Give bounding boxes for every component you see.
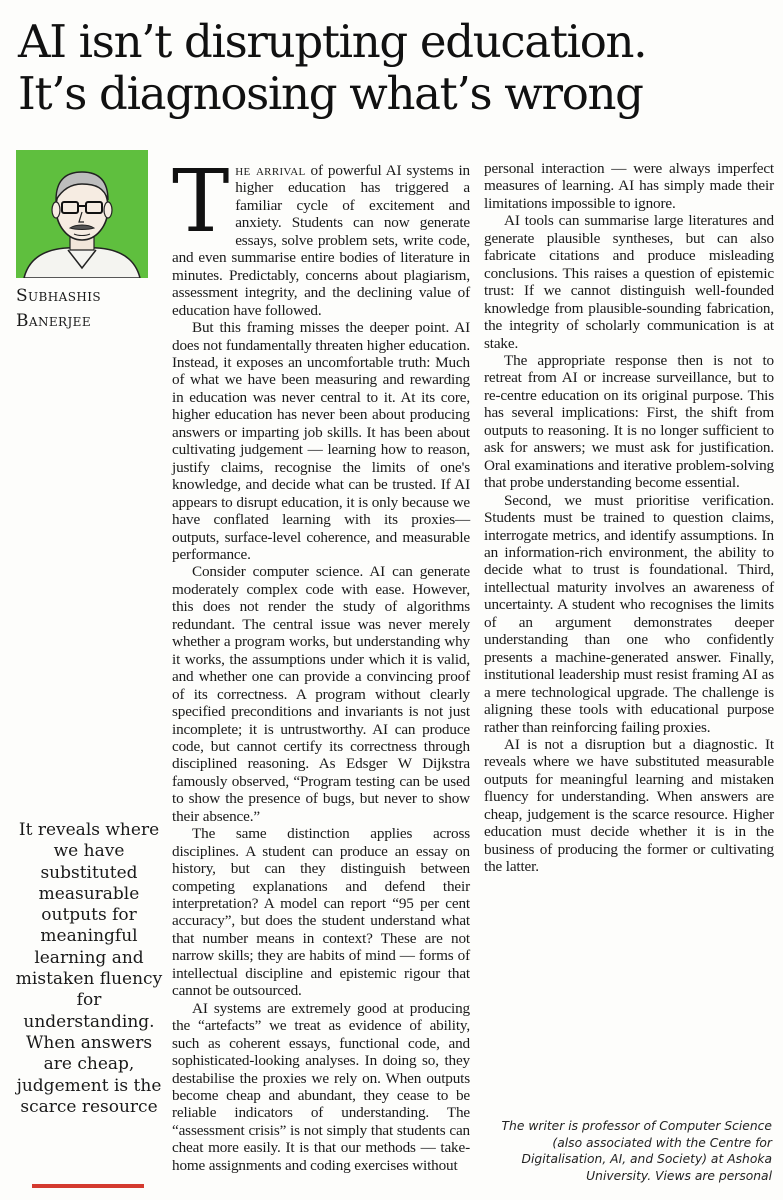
red-divider [32,1184,144,1188]
author-first-name: Subhashis [16,286,101,306]
headline-line-1: AI isn’t disrupting education. [18,15,647,68]
paragraph-4: The same distinction applies across disciplines. A student can produce an essay on history, but can they distinguish between competing explanations and defend their interpretation? A model can report “95 per cent accuracy”, but does the student understand what that number means in context? These are not narrow skills; they are habits of mind — forms of intellectual discipline and epistemic rigour that cannot be outsourced. [172,825,470,1000]
paragraph-1-text: of powerful AI systems in higher education has triggered a familiar cycle of excitement and anxiety. Students can now generate essays, solve problem sets, write code, and even summarise entire bodies of literature in minutes. Predictably, concerns about plagiarism, assessment integrity, and the declining value of education have followed. [172,162,470,319]
article-column-1 [172,152,470,1174]
paragraph-5: AI systems are extremely good at producing the “artefacts” we treat as evidence of ability, such as coherent essays, functional code, and sophisticated-looking analyses. In doing so, they destabilise the proxies we rely on. When outputs become cheap and abundant, they cease to be reliable indicators of understanding. The “assessment crisis” is not simply that students can cheat more easily. It is that our methods — take-home assignments and coding exercises without [172,999,470,1174]
author-sketch-icon [16,150,148,278]
paragraph-6: AI tools can summarise large literatures and generate plausible syntheses, but can also fabricate citations and produce misleading conclusions. This raises a question of epistemic trust: If we cannot distinguish well-founded knowledge from plausible-sounding fabrication, the integrity of scholarly communication is at stake. [484,212,774,352]
headline [18,16,778,120]
paragraph-7: The appropriate response then is not to retreat from AI or increase surveillance, but to re-centre education on its original purpose. This has several implications: First, the shift from outputs to reasoning. It is no longer sufficient to ask for answers; we must ask for justification. Oral examinations and iterative problem-solving that probe understanding become essential. [484,351,774,492]
paragraph-8: Second, we must prioritise verification. Students must be trained to question claims, interrogate metrics, and identify assumptions. In an information-rich environment, the ability to decide what to trust is foundational. Third, intellectual maturity involves an awareness of uncertainty. A student who recognises the limits of an argument demonstrates deeper understanding than one who confidently presents a machine-generated answer. Finally, institutional leadership must resist framing AI as a mere technological upgrade. The challenge is aligning these tools with educational purpose rather than reinforcing failing proxies. [484,491,774,736]
paragraph-5-continued: personal interaction — were always imperfect measures of learning. AI has simply made their limitations impossible to ignore. [484,160,774,212]
left-rail [14,150,164,1195]
paragraph-2: But this framing misses the deeper point. AI does not fundamentally threaten higher education. Instead, it exposes an uncomfortable truth: Much of what we have been measuring and rewarding in education was never central to it. At its core, higher education has never been about producing answers or imparting job skills. It has been about cultivating judgement — learning how to reason, justify claims, recognise the limits of one's knowledge, and decide what can be trusted. If AI appears to disrupt education, it is only because we have conflated learning with its proxies— outputs, surface-level coherence, and measurable performance. [172,319,470,563]
paragraph-1 [172,152,470,319]
paragraph-9: AI is not a disruption but a diagnostic. It reveals where we have substituted measurable outputs for meaningful learning and mistaken fluency for understanding. When answers are cheap, judgement is the scarce resource. Higher education must decide whether it is in the business of producing the former or cultivating the latter. [484,735,774,876]
headline-line-2: It’s diagnosing what’s wrong [18,67,643,120]
author-last-name: Banerjee [16,311,91,331]
author-bio: The writer is professor of Computer Science (also associated with the Centre for Digitalisation, AI, and Society) at Ashoka University. Views are personal [501,1119,772,1183]
paragraph-3: Consider computer science. AI can generate moderately complex code with ease. However, this does not render the study of algorithms redundant. The central issue was never merely whether a program works, but understanding why it works, the assumptions under which it is valid, and whether one can provide a convincing proof of its correctness. A program without clearly specified preconditions and invariants is not just incomplete; it is untrustworthy. AI can produce code, but cannot certify its correctness through disciplined reasoning. As Edsger W Dijkstra famously observed, “Program testing can be used to show the presence of bugs, but never to show their absence.” [172,563,470,825]
pull-quote: It reveals where we have substituted measurable outputs for meaningful learning and mistaken fluency for understanding. When answers are cheap, judgement is the scarce resource [15,820,163,1117]
article-column-2 [484,160,774,876]
lead-in: he arrival [235,162,306,179]
byline [16,284,156,334]
drop-cap: T [172,152,230,252]
author-portrait [16,150,148,278]
